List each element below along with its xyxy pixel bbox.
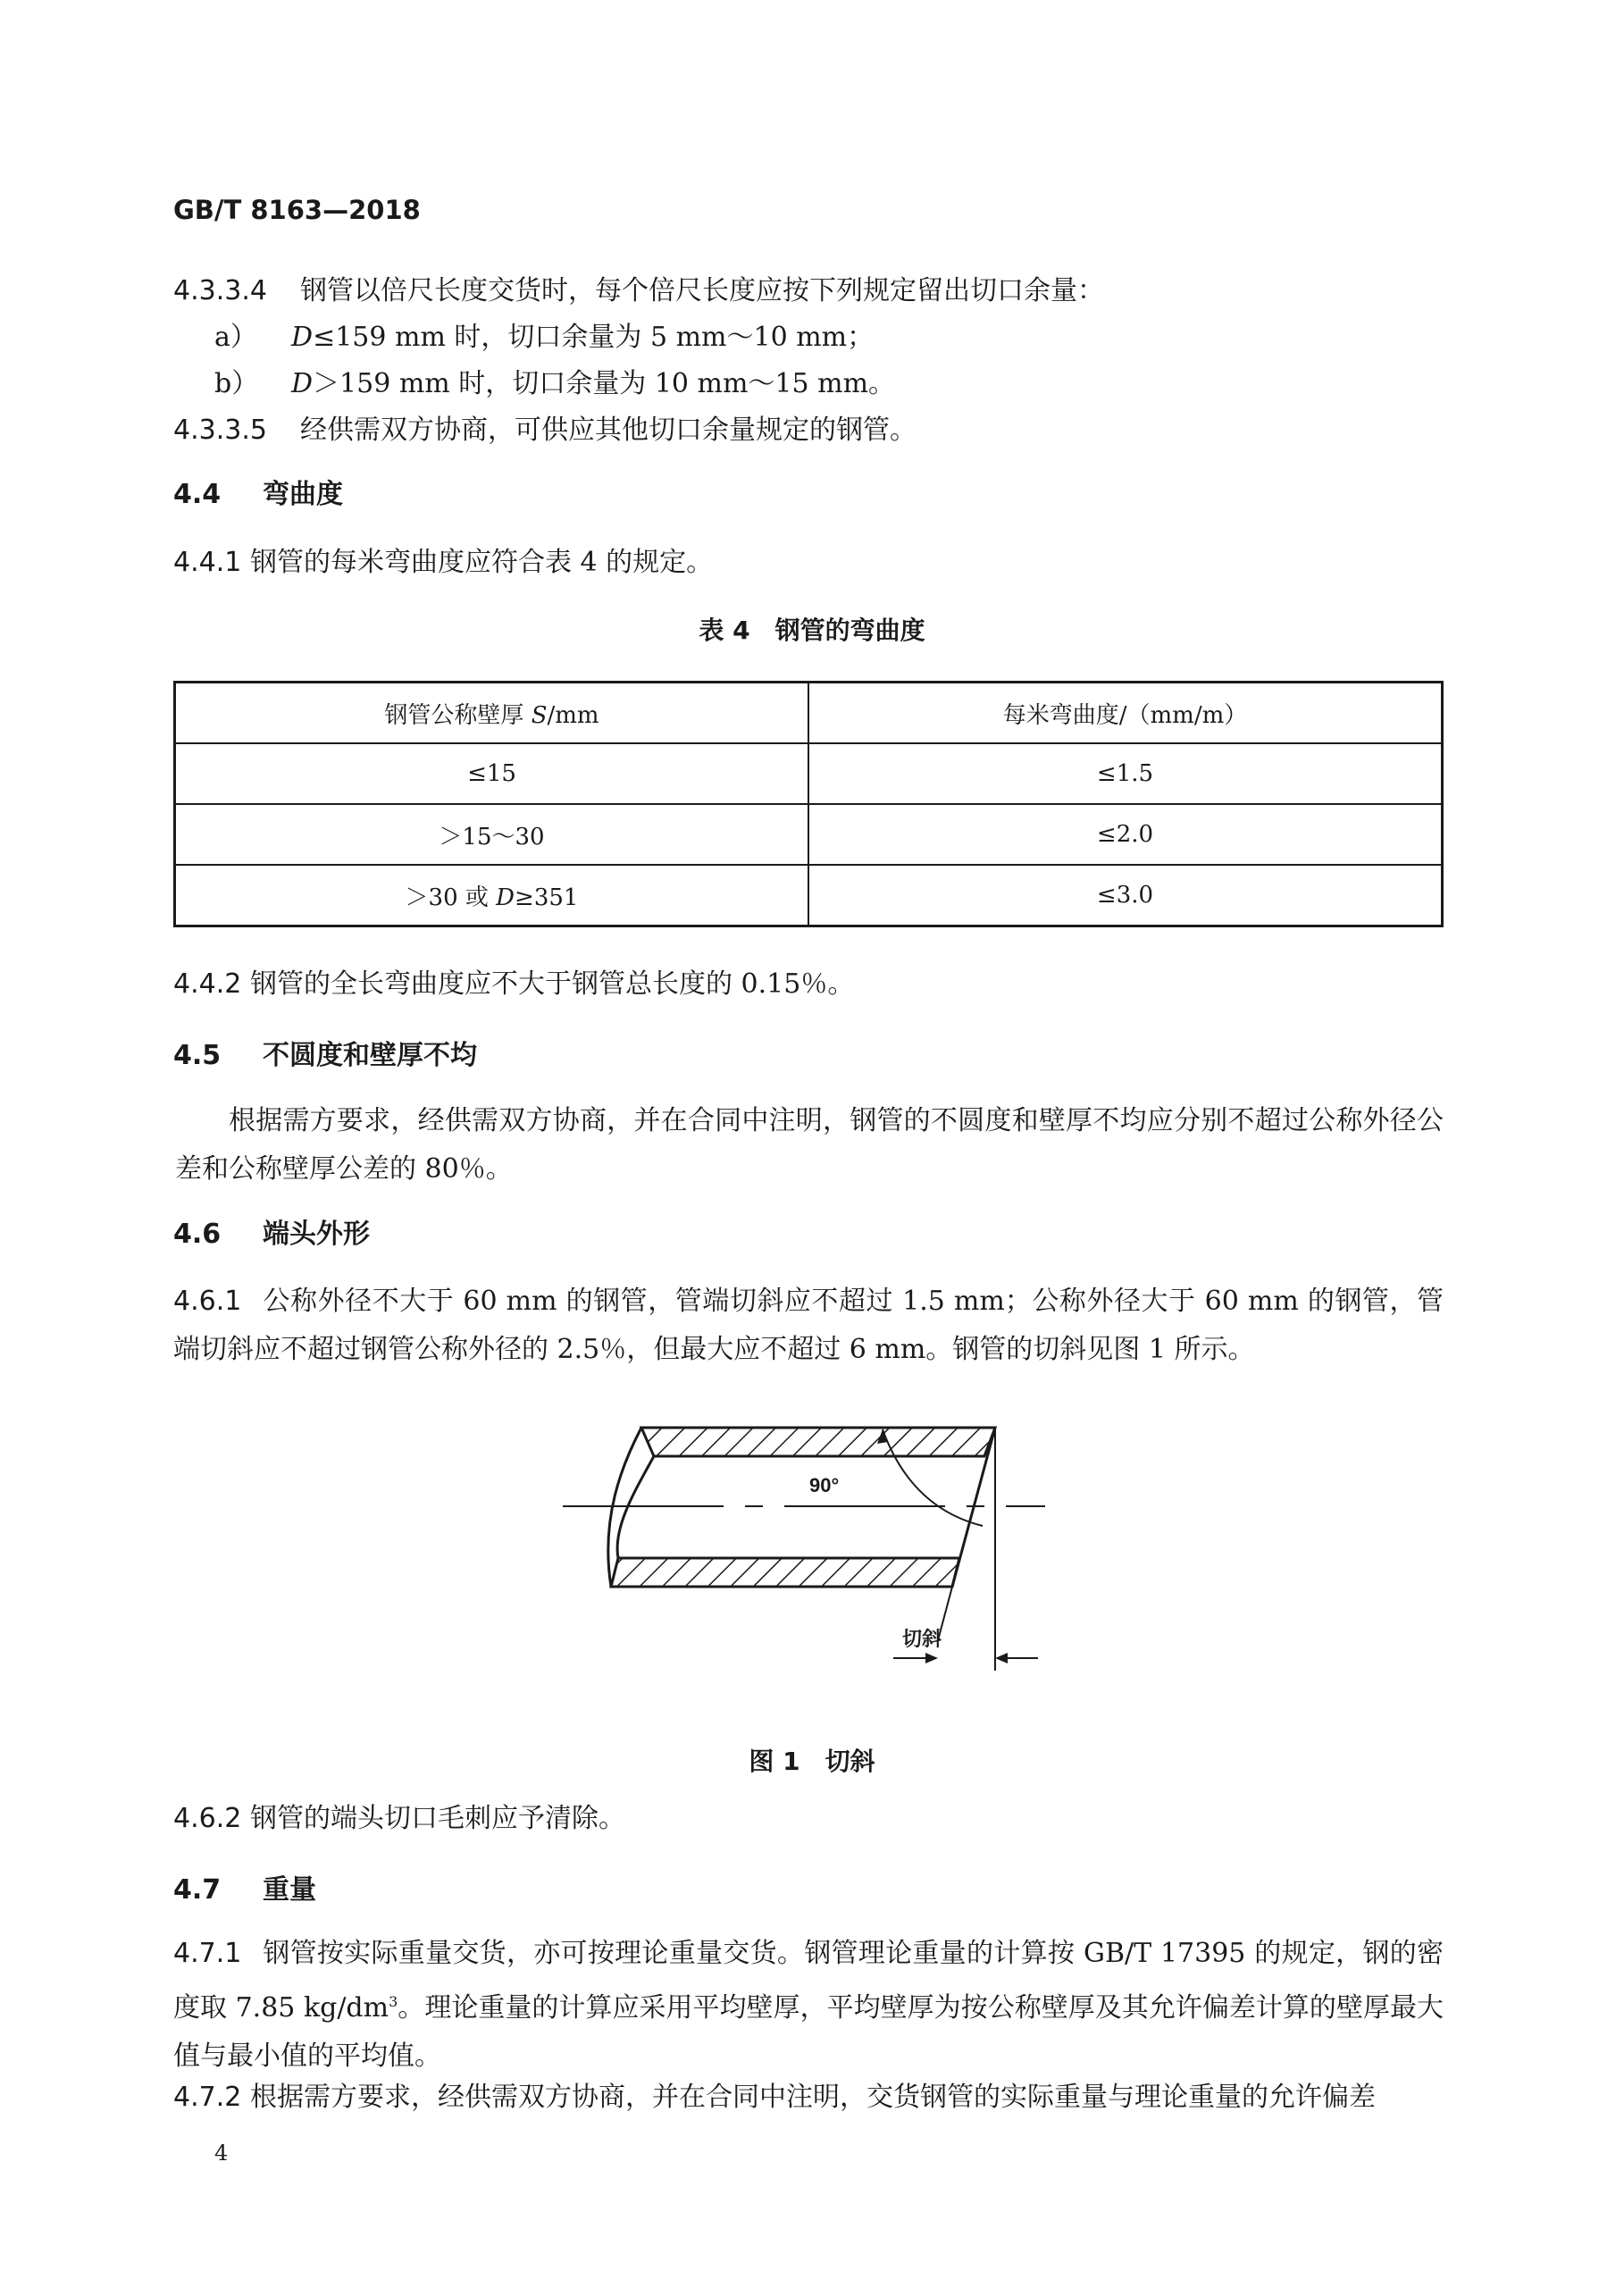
table-cell: ≤1.5 [808,743,1443,804]
section-title: 不圆度和壁厚不均 [263,1040,477,1071]
page-number: 4 [214,2141,229,2166]
section-title: 弯曲度 [263,479,343,510]
clause-text-part-a: 钢管按实际重量交货，亦可按理论重量交货。钢管理论重量的计算按 GB/T 17395 的规定，钢的密度取 7.85 kg/dm [173,1938,1444,2024]
table-row [175,865,1443,926]
clause-4-6-2 [173,1801,625,1837]
table-header-row [175,683,1443,744]
standard-code: GB/T 8163—2018 [173,195,421,225]
table-bending [173,681,1444,927]
paragraph-4-5: 根据需方要求，经供需双方协商，并在合同中注明，钢管的不圆度和壁厚不均应分别不超过公称外径公差和公称壁厚公差的 80％。 [175,1105,1444,1185]
list-item-a [214,320,874,356]
clause-text-part-b: 。理论重量的计算应采用平均壁厚，平均壁厚为按公称壁厚及其允许偏差计算的壁厚最大值与最小值的平均值。 [173,1992,1444,2072]
clause-number: 4.4.1 [173,547,242,578]
clause-text: 经供需双方协商，可供应其他切口余量规定的钢管。 [300,415,917,446]
clause-4-6-1 [173,1278,1444,1374]
table-cell: ＞30 或 D≥351 [175,865,809,926]
pipe-bottom-wall [611,1558,959,1587]
var-d: D [291,322,314,353]
clause-number: 4.6.1 [173,1286,242,1317]
list-text: ≤159 mm 时，切口余量为 5 mm～10 mm； [313,322,875,353]
list-item-b [214,366,895,402]
figure-caption: 图 1 切斜 [749,1747,875,1776]
clause-4-3-3-4 [173,273,1104,309]
clause-4-3-3-5 [173,413,917,448]
section-4-7 [173,1873,316,1908]
section-4-6 [173,1217,370,1253]
clause-text: 公称外径不大于 60 mm 的钢管，管端切斜应不超过 1.5 mm；公称外径大于 60 mm 的钢管，管端切斜应不超过钢管公称外径的 2.5％，但最大应不超过 6 mm。钢管的切斜见图 1 所示。 [173,1286,1444,1365]
list-marker: b） [214,368,259,399]
dim-arrowhead-left [925,1653,938,1663]
dim-arrowhead-right [995,1653,1008,1663]
table-cell: ≤2.0 [808,804,1443,865]
clause-4-7-2 [173,2080,1444,2116]
figure-cut-slant [536,1394,1072,1680]
clause-4-7-1 [173,1930,1444,2081]
table-row [175,743,1443,804]
table-row [175,804,1443,865]
table-cell: ＞15～30 [175,804,809,865]
clause-4-4-1 [173,545,713,581]
section-title: 端头外形 [263,1219,370,1250]
superscript: 3 [389,1993,398,2010]
section-4-4 [173,477,343,513]
section-number: 4.5 [173,1040,222,1071]
header-cell-bending: 每米弯曲度/（mm/m） [808,683,1443,744]
cut-label: 切斜 [902,1628,942,1650]
list-text: ＞159 mm 时，切口余量为 10 mm～15 mm。 [313,368,896,399]
section-number: 4.7 [173,1874,222,1906]
section-number: 4.6 [173,1219,222,1250]
table-caption: 表 4 钢管的弯曲度 [699,616,925,645]
section-4-5 [173,1038,477,1074]
clause-text: 钢管的端头切口毛刺应予清除。 [250,1803,625,1834]
var-d: D [291,368,314,399]
clause-text: 钢管的全长弯曲度应不大于钢管总长度的 0.15％。 [250,968,855,1000]
clause-text: 钢管以倍尺长度交货时，每个倍尺长度应按下列规定留出切口余量： [300,275,1104,306]
table-cell: ≤15 [175,743,809,804]
clause-number: 4.3.3.5 [173,415,267,446]
clause-text: 根据需方要求，经供需双方协商，并在合同中注明，交货钢管的实际重量与理论重量的允许偏差 [250,2082,1376,2113]
clause-4-4-2 [173,967,854,1002]
table-cell: ≤3.0 [808,865,1443,926]
list-marker: a） [214,322,257,353]
pipe-top-wall [641,1428,995,1456]
clause-number: 4.3.3.4 [173,275,267,306]
clause-text: 钢管的每米弯曲度应符合表 4 的规定。 [250,547,714,578]
clause-number: 4.4.2 [173,968,242,1000]
section-title: 重量 [263,1874,316,1906]
header-cell-thickness: 钢管公称壁厚 S/mm [175,683,809,744]
clause-number: 4.7.1 [173,1938,242,1969]
section-number: 4.4 [173,479,222,510]
clause-number: 4.6.2 [173,1803,242,1834]
clause-number: 4.7.2 [173,2082,242,2113]
angle-label: 90° [809,1474,840,1496]
